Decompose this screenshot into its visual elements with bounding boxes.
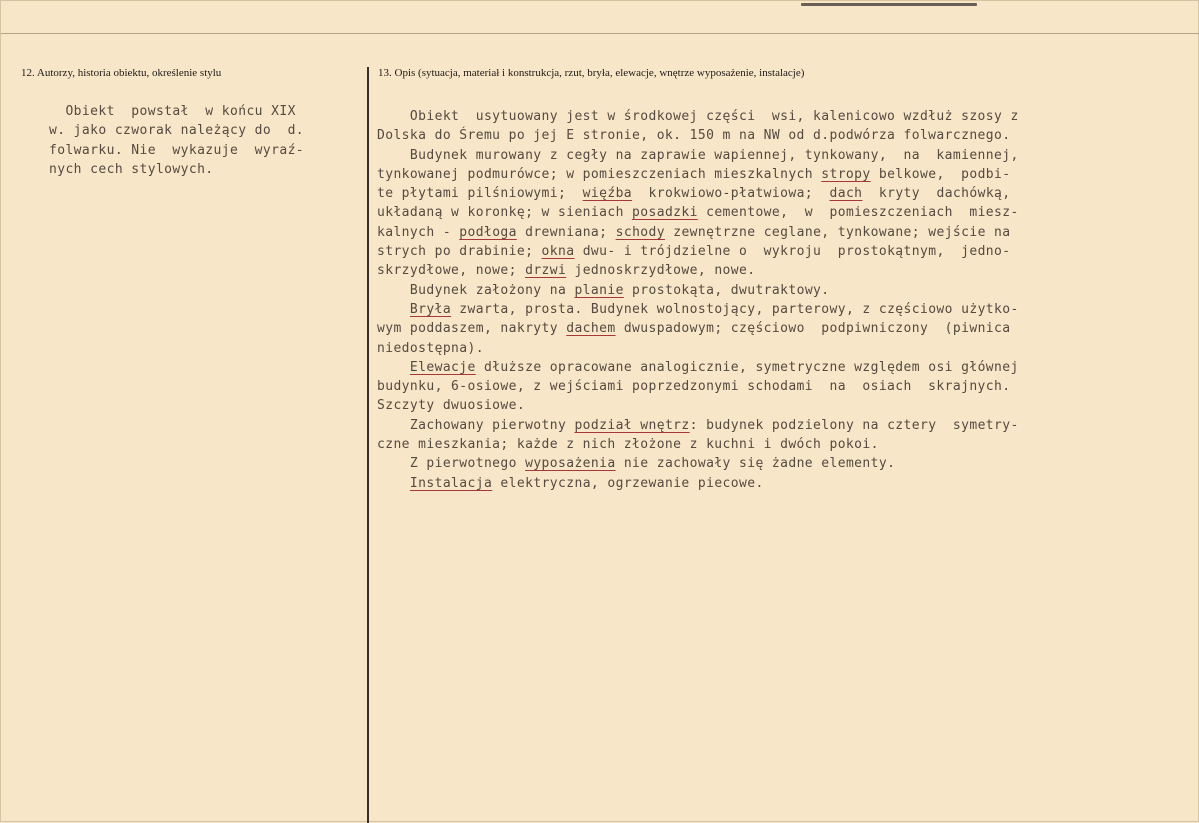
- text-line: [377, 300, 1019, 319]
- text-line: [377, 281, 1019, 300]
- text-segment: folwarku. Nie wykazuje wyraź-: [49, 142, 305, 158]
- text-segment: drewniana;: [516, 224, 616, 240]
- text-segment: Budynek założony na: [377, 282, 575, 298]
- section-13-heading: 13. Opis (sytuacja, materiał i konstrukcja, rzut, bryła, elewacje, wnętrze wyposażenie, instalacje): [378, 67, 805, 79]
- underlined-term: posadzki: [632, 205, 698, 221]
- text-line: [49, 121, 304, 140]
- text-line: [377, 339, 1019, 358]
- text-segment: skrzydłowe, nowe;: [377, 263, 526, 279]
- underlined-term: schody: [615, 224, 665, 240]
- text-segment: zwarta, prosta. Budynek wolnostojący, parterowy, z częściowo użytko-: [451, 301, 1019, 317]
- section-13-text: [377, 107, 1019, 493]
- text-segment: dłuższe opracowane analogicznie, symetryczne względem osi głównej: [475, 359, 1019, 375]
- text-segment: niedostępna).: [377, 340, 484, 356]
- text-line: [377, 184, 1019, 203]
- column-divider: [367, 67, 369, 823]
- text-line: [377, 203, 1019, 222]
- text-line: [377, 454, 1019, 473]
- underlined-term: Instalacja: [409, 475, 493, 491]
- text-segment: strych po drabinie;: [377, 244, 542, 260]
- text-segment: [377, 360, 410, 375]
- text-segment: : budynek podzielony na cztery symetry-: [689, 417, 1019, 433]
- text-line: [49, 160, 304, 179]
- top-divider-line: [1, 33, 1199, 34]
- text-line: [377, 435, 1019, 454]
- text-segment: belkowe, podbi-: [870, 166, 1011, 182]
- text-segment: prostokąta, dwutraktowy.: [623, 282, 830, 298]
- text-line: [377, 396, 1019, 415]
- text-line: [377, 474, 1019, 493]
- underlined-term: wyposażenia: [525, 456, 616, 472]
- text-segment: wym poddaszem, nakryty: [377, 321, 567, 337]
- text-segment: dwuspadowym; częściowo podpiwniczony (piwnica: [615, 321, 1011, 337]
- text-segment: kryty dachówką,: [862, 186, 1011, 202]
- text-segment: tynkowanej podmurówce; w pomieszczeniach mieszkalnych: [377, 166, 822, 182]
- text-segment: Budynek murowany z cegły na zaprawie wapiennej, tynkowany, na kamiennej,: [377, 147, 1019, 163]
- text-line: [377, 261, 1019, 280]
- text-line: [49, 102, 304, 121]
- text-segment: Zachowany pierwotny: [377, 417, 575, 433]
- underlined-term: stropy: [821, 166, 871, 182]
- text-segment: elektryczna, ogrzewanie piecowe.: [492, 475, 764, 491]
- text-line: [377, 165, 1019, 184]
- text-line: [377, 126, 1019, 145]
- underlined-term: więźba: [582, 186, 633, 202]
- text-line: [377, 319, 1019, 338]
- text-segment: te płytami pilśniowymi;: [377, 186, 583, 202]
- underlined-term: dachem: [566, 321, 616, 337]
- text-segment: Szczyty dwuosiowe.: [377, 398, 526, 414]
- text-segment: nych cech stylowych.: [49, 161, 214, 177]
- underlined-term: drzwi: [525, 263, 567, 279]
- text-segment: Z pierwotnego: [377, 456, 526, 472]
- underlined-term: okna: [541, 244, 575, 260]
- text-line: [377, 146, 1019, 165]
- text-segment: [377, 302, 410, 317]
- underlined-term: Elewacje: [409, 359, 476, 375]
- section-12-heading: 12. Autorzy, historia obiektu, określenie stylu: [21, 67, 222, 79]
- text-segment: Obiekt powstał w końcu XIX: [49, 104, 296, 119]
- text-segment: zewnętrzne ceglane, tynkowane; wejście na: [664, 224, 1011, 240]
- text-segment: nie zachowały się żadne elementy.: [615, 456, 896, 472]
- underlined-term: podział wnętrz: [574, 417, 690, 433]
- text-segment: układaną w koronkę; w sieniach: [377, 205, 633, 221]
- text-segment: budynku, 6-osiowe, z wejściami poprzedzonymi schodami na osiach skrajnych.: [377, 379, 1011, 395]
- underlined-term: Bryła: [409, 301, 452, 317]
- underlined-term: podłoga: [459, 224, 517, 240]
- text-segment: Dolska do Śremu po jej E stronie, ok. 150 m na NW od d.podwórza folwarcznego.: [377, 128, 1011, 144]
- underlined-term: dach: [829, 186, 863, 202]
- text-line: [377, 242, 1019, 261]
- text-segment: dwu- i trójdzielne o wykroju prostokątnym, jedno-: [574, 244, 1011, 260]
- text-segment: cementowe, w pomieszczeniach miesz-: [697, 205, 1019, 221]
- underlined-term: planie: [574, 282, 624, 298]
- text-segment: jednoskrzydłowe, nowe.: [566, 263, 756, 279]
- text-segment: w. jako czworak należący do d.: [49, 123, 305, 139]
- text-segment: krokwiowo-płatwiowa;: [632, 186, 830, 202]
- text-line: [377, 377, 1019, 396]
- text-segment: kalnych -: [377, 224, 460, 240]
- text-line: [377, 223, 1019, 242]
- text-line: [377, 416, 1019, 435]
- text-segment: czne mieszkania; każde z nich złożone z kuchni i dwóch pokoi.: [377, 437, 879, 453]
- text-segment: [377, 476, 410, 491]
- text-line: [377, 358, 1019, 377]
- text-line: [377, 107, 1019, 126]
- section-12-text: [49, 102, 304, 179]
- text-segment: Obiekt usytuowany jest w środkowej części wsi, kalenicowo wzdłuż szosy z: [377, 109, 1019, 124]
- text-line: [49, 141, 304, 160]
- top-edge-mark: [801, 3, 977, 6]
